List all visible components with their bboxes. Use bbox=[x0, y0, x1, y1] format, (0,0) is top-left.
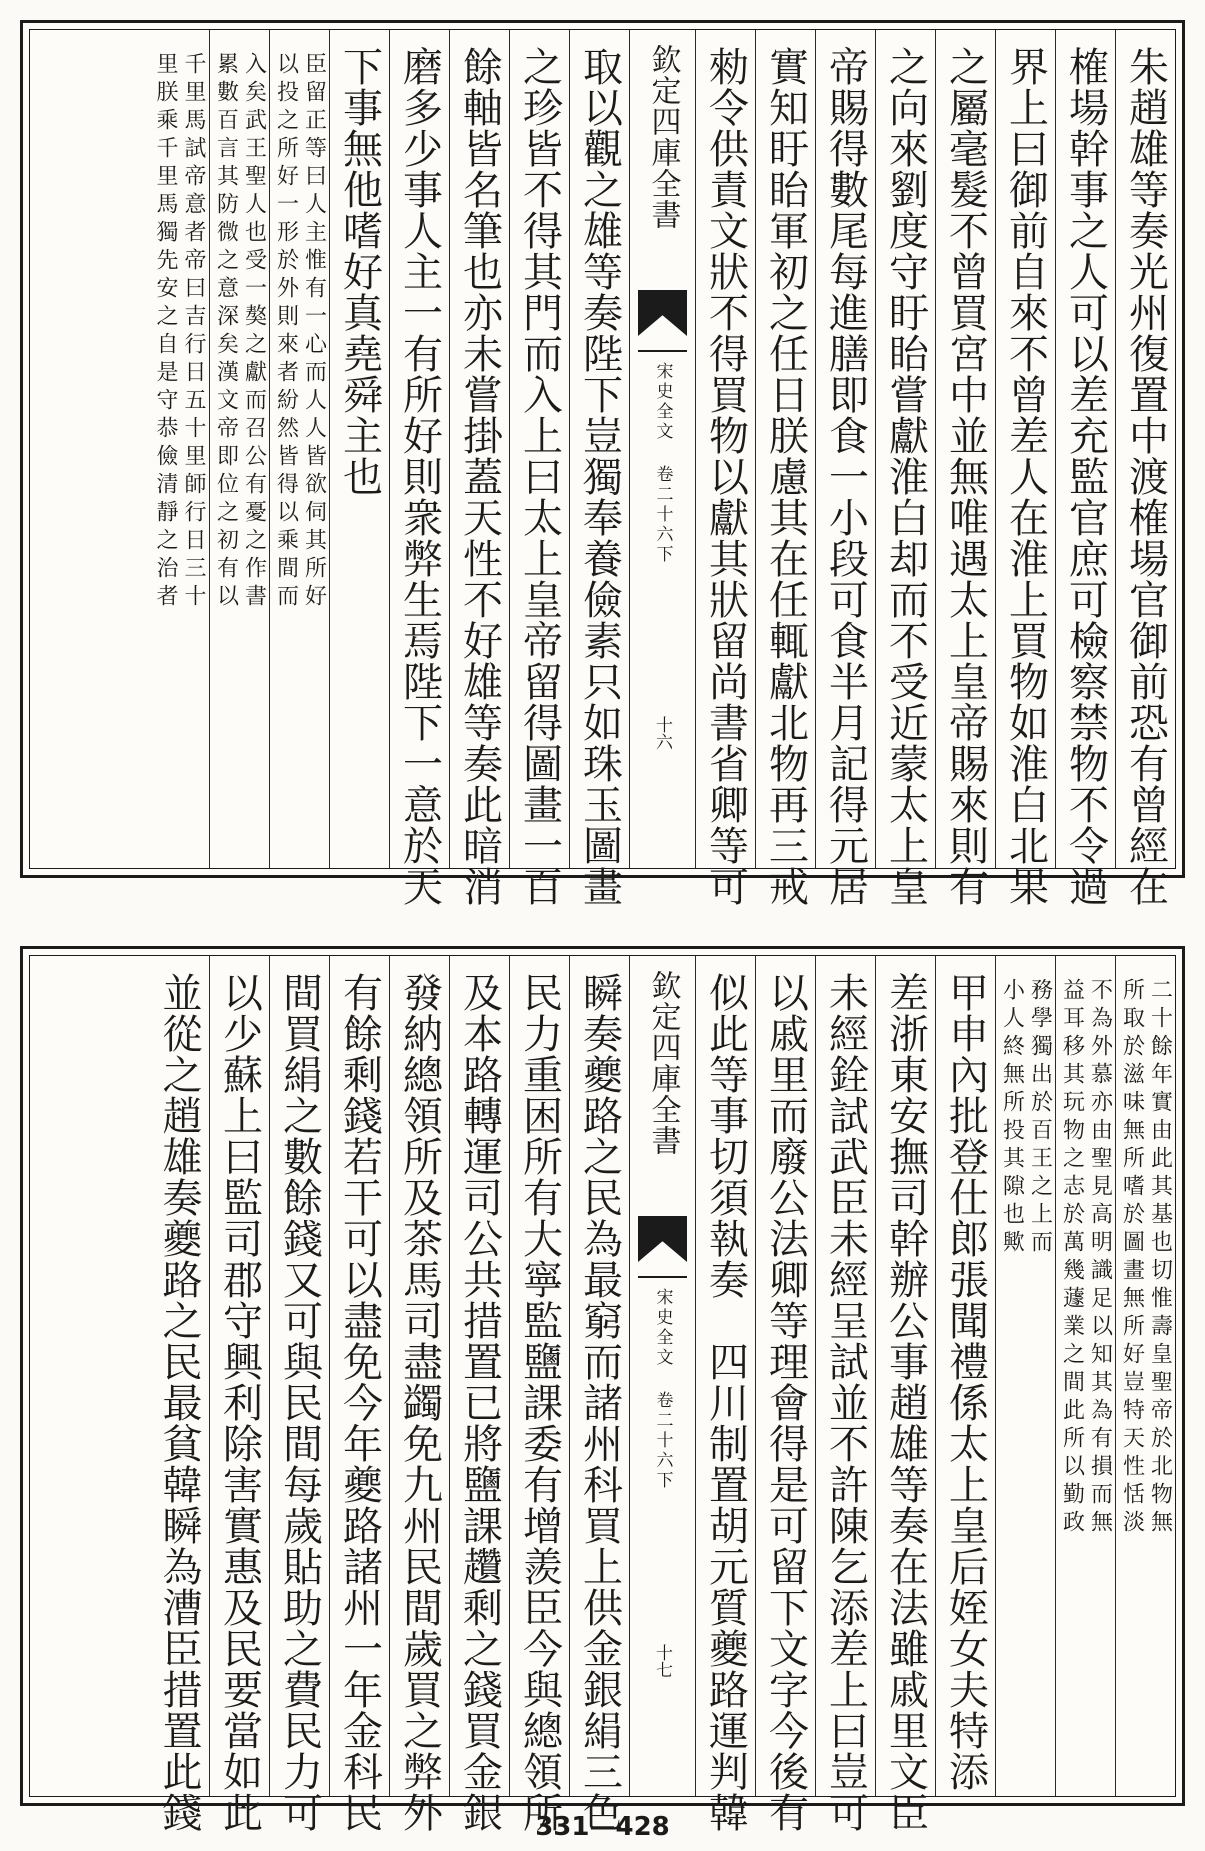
commentary-line: 以投之所好一形於外則來者紛然皆得以乘間而 bbox=[273, 52, 299, 612]
fold-rule bbox=[638, 1276, 687, 1278]
text-column bbox=[269, 956, 329, 1833]
column-text: 之向來劉度守盱眙嘗獻淮白却而不受近蒙太上皇 bbox=[882, 46, 929, 907]
text-column bbox=[449, 956, 509, 1833]
column-text: 似此等事切須執奏 四川制置胡元質夔路運判韓 bbox=[702, 972, 749, 1833]
column-text: 下事無他嗜好真堯舜主也 bbox=[336, 46, 383, 497]
column-text: 以戚里而廢公法卿等理會得是可留下文字今後有 bbox=[762, 972, 809, 1833]
folio-number: 十七 bbox=[652, 1644, 672, 1678]
text-column bbox=[995, 30, 1055, 907]
commentary-line: 小人終無所投其隙也歟 bbox=[999, 978, 1025, 1258]
text-column bbox=[935, 956, 995, 1796]
page-caption: 331—428 bbox=[535, 1812, 670, 1842]
fish-tail-mark bbox=[638, 1216, 687, 1262]
column-text: 民力重困所有大寧監鹽課委有增羨臣今與總領所 bbox=[516, 972, 563, 1833]
commentary-column bbox=[209, 30, 269, 868]
text-column bbox=[569, 30, 629, 907]
column-text: 之珍皆不得其門而入上曰太上皇帝留得圖畫一百 bbox=[516, 46, 563, 907]
commentary-column bbox=[1055, 956, 1115, 1796]
column-text: 間買絹之數餘錢又可與民間每歲貼助之費民力可 bbox=[276, 972, 323, 1833]
column-text: 以少蘇上曰監司郡守興利除害實惠及民要當如此 bbox=[216, 972, 263, 1833]
column-text: 瞬奏夔路之民為最窮而諸州科買上供金銀絹三色 bbox=[576, 972, 623, 1833]
book-volume-label: 宋史全文 卷二十六下 bbox=[652, 362, 673, 565]
commentary-column bbox=[149, 30, 209, 868]
commentary-line: 入矣武王聖人也受一獒之獻而召公有憂之作書 bbox=[241, 52, 267, 612]
text-column bbox=[695, 956, 755, 1833]
column-text: 帝賜得數尾每進膳即食一小段可食半月記得元居 bbox=[822, 46, 869, 907]
commentary-line: 所取於滋味無所嗜於圖畫無所好豈特天性恬淡 bbox=[1119, 978, 1145, 1538]
text-column bbox=[209, 956, 269, 1833]
fish-tail-mark bbox=[638, 290, 687, 336]
text-column bbox=[815, 30, 875, 907]
column-text: 餘軸皆名筆也亦未嘗掛蓋天性不好雄等奏此暗消 bbox=[456, 46, 503, 907]
text-column bbox=[695, 30, 755, 907]
commentary-column bbox=[995, 956, 1055, 1796]
series-title: 欽定四庫全書 bbox=[645, 44, 681, 230]
column-text: 朱趙雄等奏光州復置中渡榷場官御前恐有曾經在 bbox=[1122, 46, 1169, 907]
text-column bbox=[755, 30, 815, 907]
column-text: 及本路轉運司公共措置已將鹽課趲剩之錢買金銀 bbox=[456, 972, 503, 1833]
column-text: 取以觀之雄等奏陛下豈獨奉養儉素只如珠玉圖畫 bbox=[576, 46, 623, 907]
text-column bbox=[569, 956, 629, 1833]
commentary-line: 臣留正等曰人主惟有一心而人人皆欲伺其所好 bbox=[301, 52, 327, 612]
commentary-line: 益耳移其玩物之志於萬幾蘧業之間此所以勤政 bbox=[1059, 978, 1085, 1538]
text-column bbox=[329, 956, 389, 1833]
commentary-column bbox=[269, 30, 329, 868]
top-page bbox=[20, 20, 1185, 907]
text-column bbox=[149, 956, 209, 1833]
commentary-line: 務學獨出於百王之上而 bbox=[1027, 978, 1053, 1258]
column-text: 界上曰御前自來不曾差人在淮上買物如淮白北果 bbox=[1002, 46, 1049, 907]
text-column bbox=[389, 956, 449, 1833]
commentary-line: 累數百言其防微之意深矣漢文帝即位之初有以 bbox=[213, 52, 239, 612]
commentary-line: 千里馬試帝意者帝曰吉行日五十里師行日三十 bbox=[181, 52, 206, 612]
column-text: 未經銓試武臣未經呈試並不許陳乞添差上曰豈可 bbox=[822, 972, 869, 1833]
commentary-line: 里朕乘千里馬獨先安之自是守恭儉清靜之治者 bbox=[153, 52, 178, 612]
series-title: 欽定四庫全書 bbox=[645, 970, 681, 1156]
text-column bbox=[389, 30, 449, 907]
commentary-line: 不為外慕亦由聖見高明識足以知其為有損而無 bbox=[1087, 978, 1113, 1538]
text-column bbox=[815, 956, 875, 1833]
column-text: 甲申內批登仕郎張聞禮係太上皇后姪女夫特添 bbox=[942, 972, 989, 1792]
commentary-line: 二十餘年實由此其基也切惟壽皇聖帝於北物無 bbox=[1147, 978, 1173, 1538]
book-volume-label: 宋史全文 卷二十六下 bbox=[652, 1288, 673, 1491]
column-text: 榷場幹事之人可以差充監官庶可檢察禁物不令過 bbox=[1062, 46, 1109, 907]
text-column bbox=[875, 30, 935, 907]
column-text: 勑令供責文狀不得買物以獻其狀留尚書省卿等可 bbox=[702, 46, 749, 907]
commentary-column bbox=[1115, 956, 1175, 1796]
center-fold bbox=[629, 956, 695, 1796]
text-column bbox=[755, 956, 815, 1833]
center-fold bbox=[629, 30, 695, 868]
text-column bbox=[449, 30, 509, 907]
text-column bbox=[329, 30, 389, 868]
text-column bbox=[509, 30, 569, 907]
text-column bbox=[875, 956, 935, 1833]
column-text: 有餘剩錢若干可以盡免今年夔路諸州一年金科民 bbox=[336, 972, 383, 1833]
column-text: 磨多少事人主一有所好則衆弊生焉陛下一意於天 bbox=[396, 46, 443, 907]
column-text: 發納總領所及茶馬司盡蠲免九州民間歲買之弊外 bbox=[396, 972, 443, 1833]
folio-number: 十六 bbox=[652, 716, 672, 750]
fold-rule bbox=[638, 350, 687, 352]
column-text: 差浙東安撫司幹辦公事趙雄等奏在法雖戚里文臣 bbox=[882, 972, 929, 1833]
column-text: 之屬毫髮不曾買宮中並無唯遇太上皇帝賜來則有 bbox=[942, 46, 989, 907]
text-column bbox=[509, 956, 569, 1833]
text-column bbox=[935, 30, 995, 907]
text-column bbox=[1115, 30, 1175, 907]
top-page-frame bbox=[29, 29, 1176, 907]
column-text: 並從之趙雄奏夔路之民最貧韓瞬為漕臣措置此錢 bbox=[156, 972, 202, 1833]
column-text: 實知盱眙軍初之任日朕慮其在任輒獻北物再三戒 bbox=[762, 46, 809, 907]
text-column bbox=[1055, 30, 1115, 907]
